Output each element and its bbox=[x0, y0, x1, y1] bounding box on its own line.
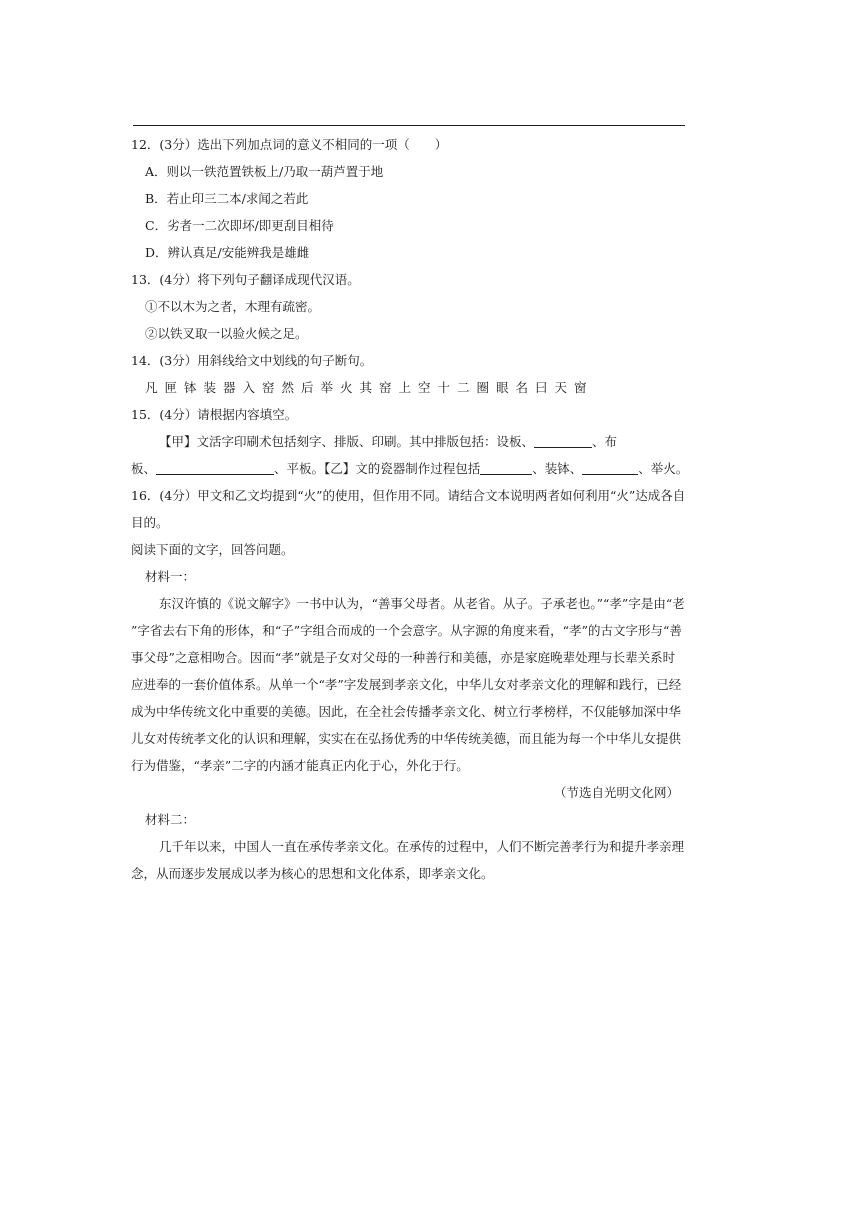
material-2-line: 几千年以来，中国人一直在承传孝亲文化。在承传的过程中，人们不断完善孝行为和提升孝亲理 bbox=[159, 839, 685, 854]
q15-line2-text-a: 板、 bbox=[131, 461, 157, 476]
fill-blank[interactable] bbox=[582, 459, 638, 475]
material-1-line: 应进奉的一套价值体系。从单一个“孝”字发展到孝亲文化，中华儿女对孝亲文化的理解和践行，已经 bbox=[131, 677, 682, 692]
q12-option-a: A．则以一铁范置铁板上/乃取一葫芦置于地 bbox=[145, 164, 384, 179]
header-divider bbox=[133, 125, 685, 126]
q15-line2-text-b: 、平板。【乙】文的瓷器制作过程包括 bbox=[274, 461, 481, 476]
fill-blank[interactable] bbox=[156, 459, 274, 475]
q15-line1-tail: 、布 bbox=[592, 434, 618, 449]
material-1-line: 东汉许慎的《说文解字》一书中认为，“善事父母者。从老省。从子。子承老也。”“孝”字是由“老 bbox=[159, 596, 685, 611]
q12-option-c: C．劣者一二次即坏/即更刮目相待 bbox=[145, 218, 334, 233]
fill-blank[interactable] bbox=[480, 459, 532, 475]
material-1-line: 成为中华传统文化中重要的美德。因此，在全社会传播孝亲文化、树立行孝榜样，不仅能够加深中华 bbox=[131, 704, 682, 719]
fill-blank[interactable] bbox=[534, 432, 592, 448]
q15-stem: 15．(4分）请根据内容填空。 bbox=[131, 407, 298, 422]
material-1-line: ”字省去右下角的形体，和“子”字组合而成的一个会意字。从字源的角度来看，“孝”的古文字形与“善 bbox=[131, 623, 682, 638]
q12-stem: 12．(3分）选出下列加点词的意义不相同的一项（ ） bbox=[131, 137, 448, 152]
material-2-label: 材料二： bbox=[145, 812, 196, 827]
q13-item-2: ②以铁叉取一以验火候之足。 bbox=[145, 326, 308, 341]
q15-line-2 bbox=[131, 455, 687, 482]
q14-stem: 14．(3分）用斜线给文中划线的句子断句。 bbox=[131, 353, 373, 368]
material-1-line: 行为借鉴，“孝亲”二字的内涵才能真正内化于心，外化于行。 bbox=[131, 758, 469, 773]
q15-line-1 bbox=[131, 428, 687, 455]
material-1-source: （节选自光明文化网） bbox=[553, 785, 679, 800]
q15-line2-text-c: 、装钵、 bbox=[532, 461, 583, 476]
q14-sentence: 凡匣钵装器入窑然后举火其窑上空十二圈眼名曰天窗 bbox=[145, 380, 594, 395]
q12-option-b: B．若止印三二本/求闻之若此 bbox=[145, 191, 309, 206]
material-1-line: 事父母”之意相吻合。因而“孝”就是子女对父母的一种善行和美德，亦是家庭晚辈处理与长辈关系时 bbox=[131, 650, 676, 665]
q16-line-2: 目的。 bbox=[131, 515, 169, 530]
q16-line-1: 16．(4分）甲文和乙文均提到“火”的使用，但作用不同。请结合文本说明两者如何利用“火”达成各自 bbox=[131, 488, 686, 503]
q15-line2-text-d: 、举火。 bbox=[638, 461, 689, 476]
q12-option-d: D．辨认真足/安能辨我是雄雌 bbox=[145, 245, 310, 260]
material-1-line: 儿女对传统孝文化的认识和理解，实实在在弘扬优秀的中华传统美德，而且能为每一个中华儿女提供 bbox=[131, 731, 682, 746]
material-2-line: 念，从而逐步发展成以孝为核心的思想和文化体系，即孝亲文化。 bbox=[131, 866, 494, 881]
q15-line1-text: 【甲】文活字印刷术包括刻字、排版、印刷。其中排版包括：设板、 bbox=[159, 434, 535, 449]
exam-content bbox=[131, 131, 687, 887]
q13-item-1: ①不以木为之者，木理有疏密。 bbox=[145, 299, 321, 314]
reading-intro: 阅读下面的文字，回答问题。 bbox=[131, 542, 294, 557]
material-1-label: 材料一： bbox=[145, 569, 196, 584]
q13-stem: 13．(4分）将下列句子翻译成现代汉语。 bbox=[131, 272, 360, 287]
